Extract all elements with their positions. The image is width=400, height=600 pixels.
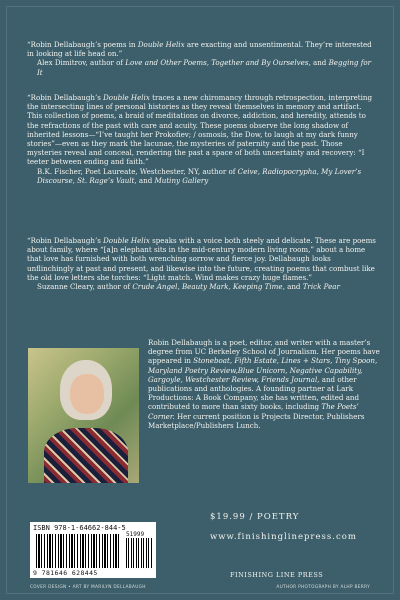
author-photo xyxy=(28,348,139,483)
author-bio: Robin Dellabaugh is a poet, editor, and writer with a master’s degree from UC Berkeley School of Journalism. Her poems have appeared in Stoneboat, Fifth Estate, Lines + Stars, Tiny Spoon, Maryland Poetry Review,Blue Unicorn, Negative Capability, Gargoyle, Westchester Review, Friends Journal, and other publications and anthologies. A founding partner at Lark Productions: A Book Company, she has written, edited and contributed to more than sixty books, including The Poets’ Corner. Her current position is Projects Director, Publishers Marketplace/Publishers Lunch. xyxy=(148,338,380,430)
publisher-name: FINISHING LINE PRESS xyxy=(230,571,324,579)
cover-credits xyxy=(30,585,370,590)
blurb-quote: “Robin Dellabaugh’s Double Helix speaks with a voice both steely and delicate. These are poems about family, where “[a]n elephant sits in the mid-century modern living room,” about a home that love has furnished with both wrenching sorrow and fierce joy. Dellabaugh looks unflinchingly at past and present, and likewise into the future, creating poems that combust like the old love letters she torches: “Light match. Wind makes crazy huge flames.” xyxy=(27,236,376,282)
barcode-digits: 9 781646 628445 xyxy=(33,569,98,577)
isbn-barcode xyxy=(30,522,156,578)
cover-design-credit: COVER DESIGN • ART BY MARILYN DELLABAUGH xyxy=(30,585,146,590)
blurb-attribution: Alex Dimitrov, author of Love and Other Poems, Together and By Ourselves, and Begging for It xyxy=(37,58,372,77)
blurb-cleary xyxy=(27,236,377,291)
price-category: $19.99 / POETRY xyxy=(210,512,300,522)
blurb-quote: “Robin Dellabaugh’s Double Helix traces a new chiromancy through retrospection, interpreting the intersecting lines of personal histories as they reveal themselves in memory and artifact. This collection of poems, a braid of meditations on divorce, addiction, and heredity, attends to the refractions of the past with care and acuity. These poems observe the long shadow of inherited lessons—“I’ve taught her Prokofiev; / osmosis, the Dow, to laugh at my dark funny stories”—even as they mark the lacunae, the mysteries of paternity and the past. Those mysteries reveal and conceal, rendering the past a space of both uncertainty and recovery: “I teeter between ending and faith.” xyxy=(27,93,373,167)
blurb-attribution: B.K. Fischer, Poet Laureate, Westchester, NY, author of Ceive, Radiopocrypha, My Lover’s Discourse, St. Rage’s Vault, and Mutiny Gallery xyxy=(37,166,362,185)
blurb-attribution: Suzanne Cleary, author of Crude Angel, Beauty Mark, Keeping Time, and Trick Pear xyxy=(37,282,340,292)
photo-credit: AUTHOR PHOTOGRAPH BY ALHP BERRY xyxy=(276,585,370,590)
blurb-dimitrov xyxy=(27,40,377,77)
barcode-bars xyxy=(36,534,120,568)
barcode-addon-bars xyxy=(126,538,152,568)
blurb-fischer xyxy=(27,93,377,185)
isbn-number: ISBN 978-1-64662-844-5 xyxy=(33,524,126,532)
publisher-website: www.finishinglinepress.com xyxy=(210,532,357,542)
blurb-quote: “Robin Dellabaugh’s poems in Double Helix are exacting and unsentimental. They’re interested in looking at life head on.” xyxy=(27,40,372,59)
barcode-price-code: 51999 xyxy=(126,531,145,538)
